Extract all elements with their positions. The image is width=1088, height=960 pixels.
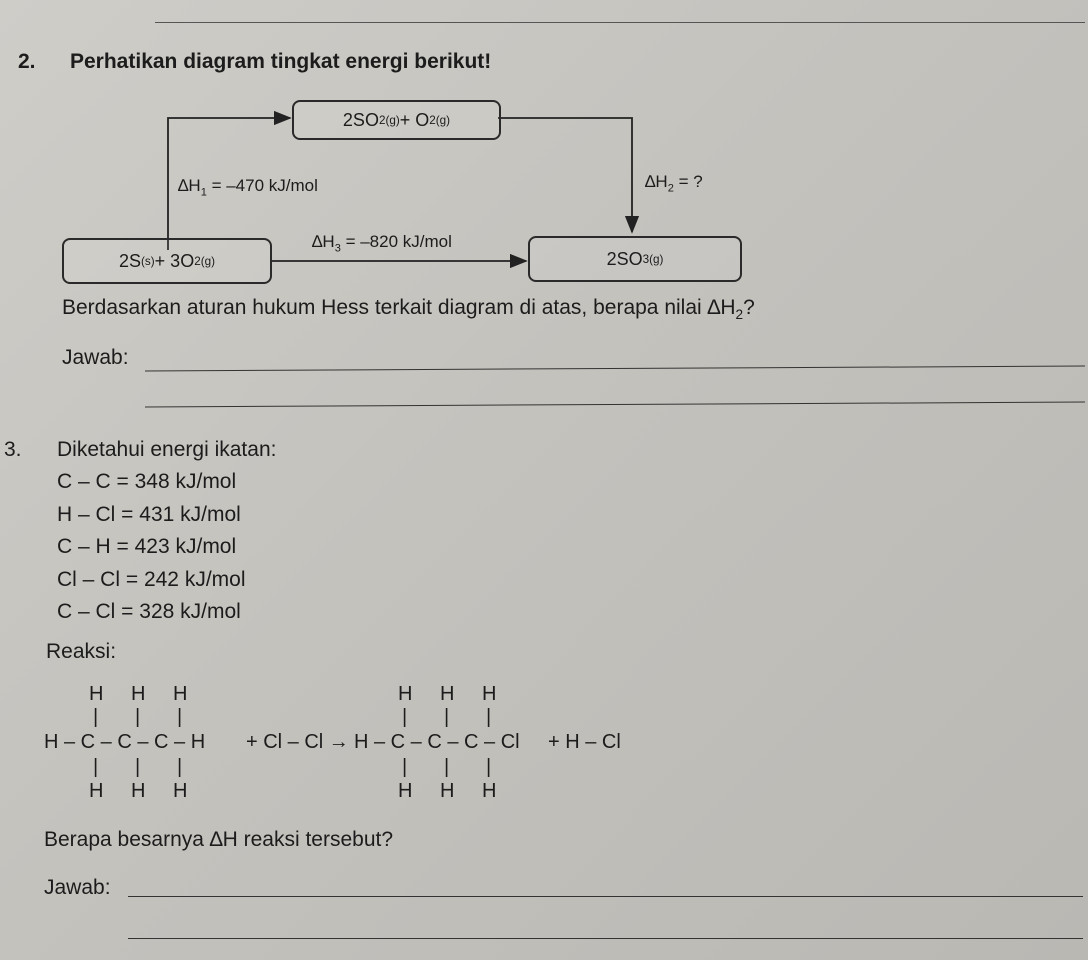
q3-intro: Diketahui energi ikatan: — [57, 438, 277, 461]
q3-answer-label: Jawab: — [44, 876, 111, 899]
h-atom: H — [131, 780, 146, 802]
dh3-sub: 3 — [334, 242, 341, 255]
h-atom: H — [398, 683, 413, 705]
reagent: + Cl – Cl → — [246, 731, 349, 753]
bond-line: | — [444, 706, 450, 728]
left-box-sub1: (s) — [141, 254, 155, 268]
h-atom: H — [89, 683, 104, 705]
q2-answer-label: Jawab: — [62, 346, 129, 369]
top-state-box — [292, 100, 501, 140]
q3-number: 3. — [4, 438, 22, 461]
bond-item: C – H = 423 kJ/mol — [57, 535, 237, 558]
q2-question-text: Berdasarkan aturan hukum Hess terkait diagram di atas, berapa nilai ∆H — [62, 296, 736, 319]
bond-line: | — [135, 756, 141, 778]
dh3-symbol: ∆H — [312, 232, 335, 251]
h-atom: H — [131, 683, 146, 705]
byproduct: + H – Cl — [548, 731, 621, 753]
bond-energy-list — [57, 466, 246, 629]
dh1-value: = –470 kJ/mol — [206, 176, 318, 195]
bond-line: | — [135, 706, 141, 728]
bond-line: | — [486, 756, 492, 778]
bond-line: | — [177, 756, 183, 778]
h-atom: H — [173, 683, 188, 705]
q3-reaction-label: Reaksi: — [46, 640, 117, 663]
q2-question-end: ? — [743, 296, 755, 319]
q2-answer-line-1[interactable] — [145, 366, 1085, 372]
q2-number: 2. — [18, 50, 36, 73]
h-atom: H — [89, 780, 104, 802]
h-atom: H — [482, 780, 497, 802]
q3-question: Berapa besarnya ∆H reaksi tersebut? — [44, 828, 394, 851]
q3-answer-line-2[interactable] — [128, 938, 1083, 939]
h-atom: H — [440, 780, 455, 802]
product-chain: H – C – C – C – Cl — [354, 731, 520, 753]
left-box-sub2: 2(g) — [194, 254, 215, 268]
top-box-main: 2SO — [342, 109, 379, 130]
h-atom: H — [482, 683, 497, 705]
q2-prompt: Perhatikan diagram tingkat energi berikut! — [70, 50, 492, 73]
right-box-sub1: 3(g) — [642, 252, 664, 266]
bond-line: | — [402, 756, 408, 778]
q2-question-sub: 2 — [735, 307, 744, 323]
dh1-sub: 1 — [200, 186, 207, 199]
bond-item: C – C = 348 kJ/mol — [57, 470, 237, 493]
reactant-chain: H – C – C – C – H — [44, 731, 206, 753]
dh2-sub: 2 — [667, 182, 674, 195]
top-box-sub2: 2(g) — [429, 113, 451, 127]
dh3-label — [312, 232, 452, 254]
q3-answer-line-1[interactable] — [128, 896, 1083, 897]
right-box-main: 2SO — [606, 248, 643, 269]
bond-line: | — [93, 706, 99, 728]
q2-answer-line-2[interactable] — [145, 402, 1085, 408]
left-state-box — [62, 238, 272, 284]
bond-line: | — [486, 706, 492, 728]
h-atom: H — [398, 780, 413, 802]
bond-item: C – Cl = 328 kJ/mol — [57, 600, 241, 623]
h-atom: H — [440, 683, 455, 705]
path-dh2 — [498, 118, 632, 232]
h-atom: H — [173, 780, 188, 802]
bond-line: | — [177, 706, 183, 728]
bond-item: Cl – Cl = 242 kJ/mol — [57, 567, 246, 591]
dh2-symbol: ∆H — [645, 172, 668, 191]
dh1-symbol: ∆H — [178, 176, 201, 195]
dh1-label — [178, 176, 318, 198]
left-box-plus: + 3O — [154, 250, 195, 271]
bond-item: H – Cl = 431 kJ/mol — [57, 502, 241, 526]
bond-line: | — [93, 756, 99, 778]
bond-line: | — [444, 756, 450, 778]
dh2-value: = ? — [673, 172, 703, 191]
bond-line: | — [402, 706, 408, 728]
top-box-plus: + O — [399, 109, 430, 130]
left-box-main: 2S — [119, 250, 142, 271]
dh2-label — [645, 172, 703, 194]
right-state-box — [528, 236, 742, 282]
q2-question — [62, 296, 755, 322]
top-box-sub1: 2(g) — [378, 113, 400, 127]
dh3-value: = –820 kJ/mol — [340, 232, 452, 251]
